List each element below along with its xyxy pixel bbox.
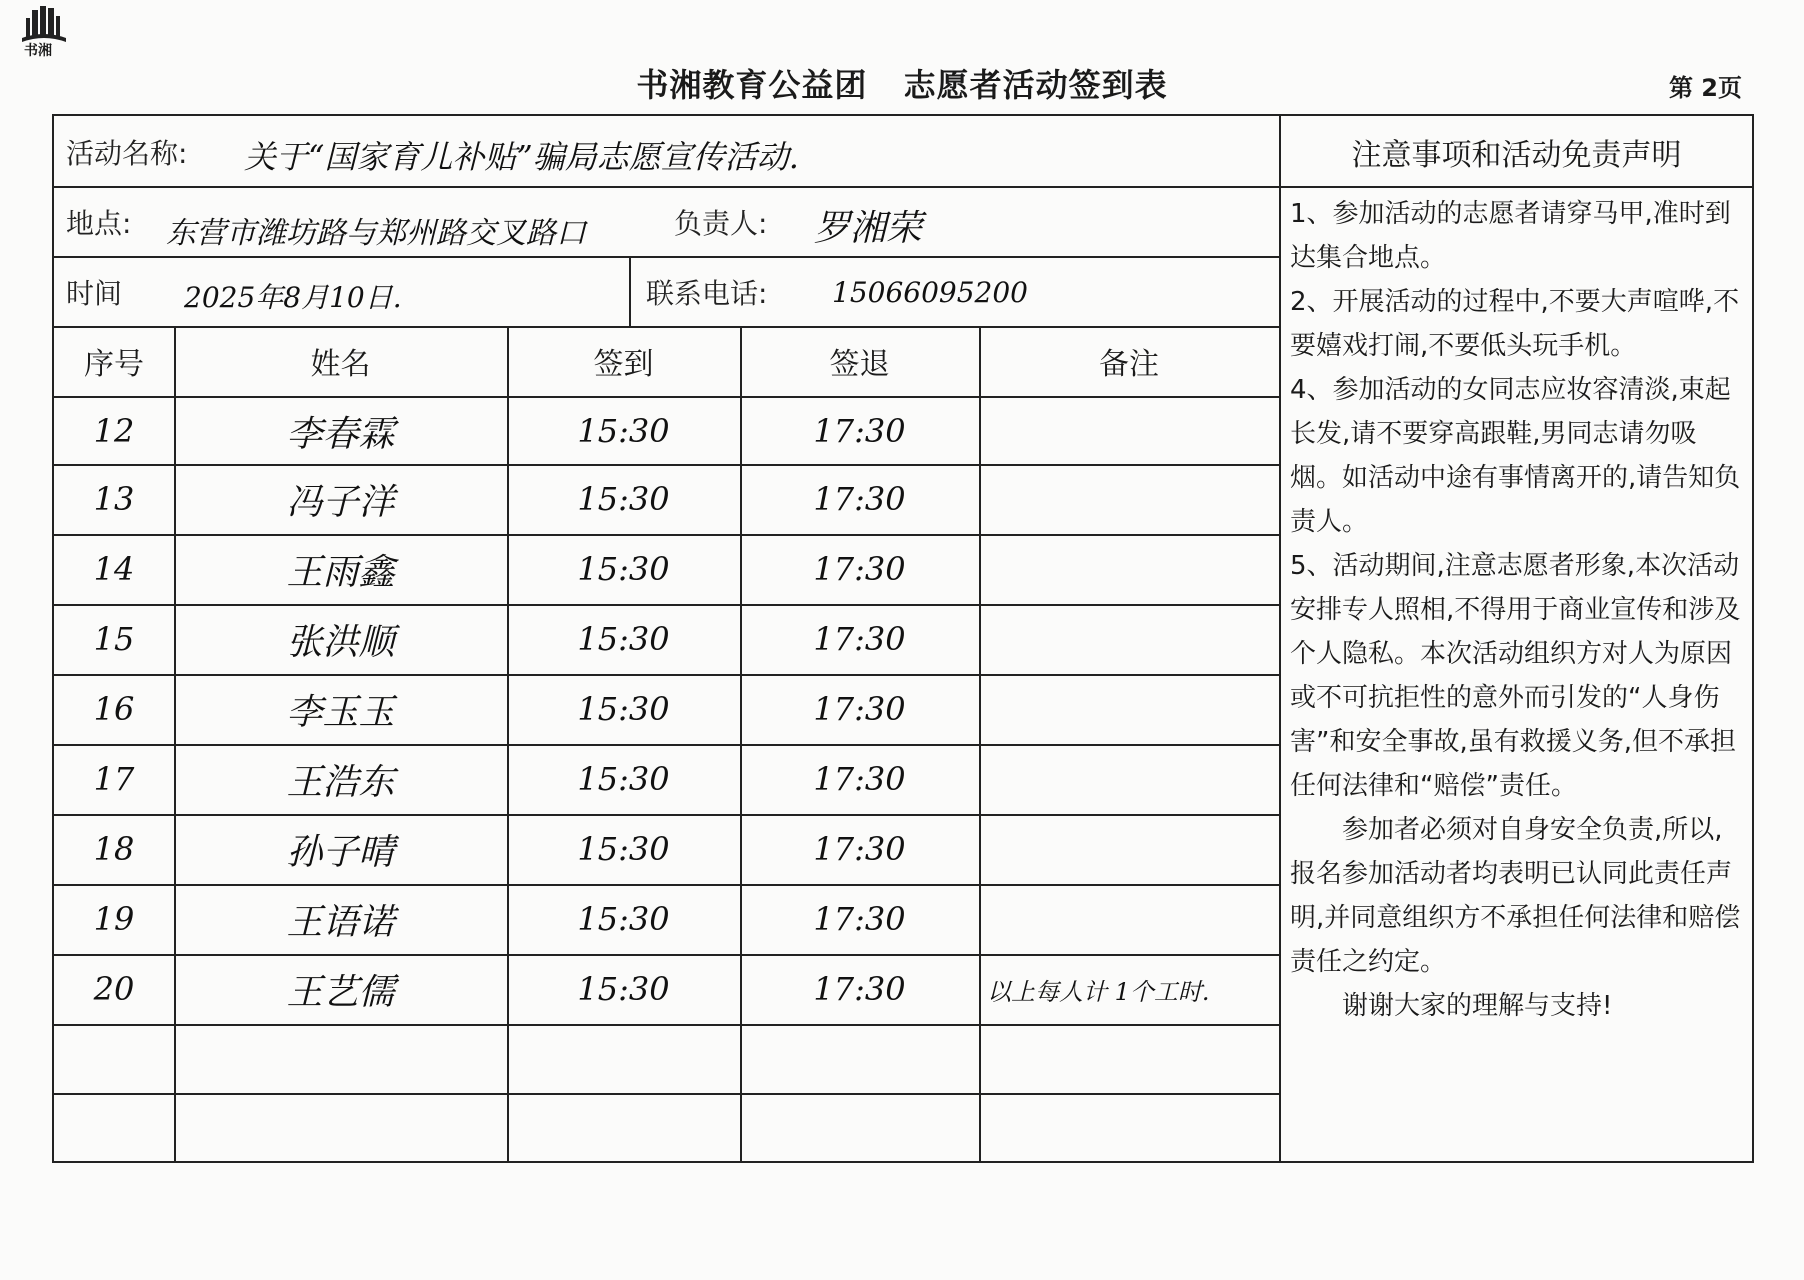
cell-name: 冯子洋 — [286, 481, 395, 523]
cell-name: 李春霖 — [286, 413, 395, 455]
cell-sign-in: 15:30 — [577, 620, 670, 658]
cell-name: 王语诺 — [286, 901, 395, 943]
table-row — [54, 464, 1280, 534]
table-row — [54, 1093, 1280, 1163]
cell-name: 李玉玉 — [286, 691, 395, 733]
cell-remark — [979, 1024, 1287, 1094]
header-name: 姓名 — [310, 347, 371, 382]
cell-remark — [979, 464, 1287, 534]
cell-remark — [979, 604, 1287, 674]
cell-no: 13 — [93, 480, 135, 518]
table-row — [54, 884, 1280, 954]
title-org: 书湘教育公益团 — [636, 66, 868, 104]
table-row — [54, 396, 1280, 466]
cell-no: 14 — [93, 550, 135, 588]
header-sign-out: 签退 — [829, 347, 890, 382]
cell-sign-out: 17:30 — [813, 900, 906, 938]
cell-name: 王雨鑫 — [286, 551, 395, 593]
cell-name: 王浩东 — [286, 761, 395, 803]
cell-no: 20 — [93, 970, 135, 1008]
table-row — [54, 1024, 1280, 1094]
time-label: 时间 — [66, 277, 123, 310]
table-row — [54, 534, 1280, 604]
cell-remark — [979, 396, 1287, 466]
cell-no: 16 — [93, 690, 135, 728]
location-label: 地点: — [66, 207, 132, 240]
activity-value: 关于“国家育儿补贴”骗局志愿宣传活动. — [244, 138, 799, 176]
cell-name: 张洪顺 — [286, 621, 395, 663]
cell-sign-out: 17:30 — [813, 480, 906, 518]
cell-sign-out: 17:30 — [813, 760, 906, 798]
cell-sign-in: 15:30 — [577, 412, 670, 450]
phone-label: 联系电话: — [646, 277, 768, 310]
notice-title: 注意事项和活动免责声明 — [1351, 138, 1682, 173]
cell-no: 15 — [93, 620, 135, 658]
notice-item: 4、参加活动的女同志应妆容清淡,束起长发,请不要穿高跟鞋,男同志请勿吸烟。如活动中途有事情离开的,请告知负责人。 — [1290, 375, 1741, 537]
cell-remark: 以上每人计 1个工时. — [987, 977, 1210, 1006]
cell-remark — [979, 744, 1287, 814]
cell-sign-in — [507, 1093, 740, 1163]
location-value: 东营市潍坊路与郑州路交叉路口 — [166, 216, 586, 251]
cell-sign-out — [740, 1024, 979, 1094]
cell-no — [54, 1024, 174, 1094]
cell-sign-out — [740, 1093, 979, 1163]
table-row — [54, 954, 1280, 1024]
notice-item: 5、活动期间,注意志愿者形象,本次活动安排专人照相,不得用于商业宣传和涉及个人隐私。本次活动组织方对人为原因或不可抗拒性的意外而引发的“人身伤害”和安全事故,虽有救援义务,但不承担任何法律和“赔偿”责任。 — [1290, 551, 1741, 801]
cell-remark — [979, 534, 1287, 604]
cell-remark — [979, 674, 1287, 744]
cell-no: 18 — [93, 830, 135, 868]
table-row — [54, 674, 1280, 744]
cell-sign-out: 17:30 — [813, 690, 906, 728]
cell-sign-in: 15:30 — [577, 900, 670, 938]
cell-name: 王艺儒 — [286, 971, 395, 1013]
cell-no: 17 — [93, 760, 135, 798]
cell-sign-in: 15:30 — [577, 690, 670, 728]
notice-body — [1290, 192, 1746, 1028]
cell-sign-in: 15:30 — [577, 760, 670, 798]
logo-text: 书湘 — [24, 43, 52, 59]
header-sign-in: 签到 — [593, 347, 654, 382]
title-form: 志愿者活动签到表 — [903, 66, 1168, 104]
leader-label: 负责人: — [674, 207, 768, 240]
cell-sign-out: 17:30 — [813, 620, 906, 658]
cell-sign-out: 17:30 — [813, 412, 906, 450]
table-row — [54, 744, 1280, 814]
notice-item: 1、参加活动的志愿者请穿马甲,准时到达集合地点。 — [1290, 199, 1731, 273]
cell-name — [174, 1024, 507, 1094]
activity-label: 活动名称: — [66, 137, 188, 170]
header-no: 序号 — [84, 347, 144, 382]
cell-name — [174, 1093, 507, 1163]
header-remark: 备注 — [1099, 347, 1159, 382]
cell-no — [54, 1093, 174, 1163]
cell-sign-in: 15:30 — [577, 550, 670, 588]
cell-sign-in: 15:30 — [577, 970, 670, 1008]
cell-sign-out: 17:30 — [813, 970, 906, 1008]
leader-value: 罗湘荣 — [814, 208, 923, 249]
time-value: 2025年8月10日. — [184, 281, 402, 314]
cell-remark — [979, 814, 1287, 884]
table-row — [54, 814, 1280, 884]
cell-remark — [979, 884, 1287, 954]
phone-value: 15066095200 — [832, 276, 1028, 309]
notice-item: 2、开展活动的过程中,不要大声喧哗,不要嬉戏打闹,不要低头玩手机。 — [1290, 287, 1740, 361]
cell-sign-in — [507, 1024, 740, 1094]
cell-remark — [979, 1093, 1287, 1163]
page-title — [0, 60, 1804, 106]
notice-thanks: 谢谢大家的理解与支持! — [1342, 991, 1613, 1021]
page-number: 第 2页 — [1668, 74, 1742, 102]
signin-sheet — [52, 114, 1754, 1163]
cell-sign-in: 15:30 — [577, 480, 670, 518]
cell-name: 孙子晴 — [286, 831, 395, 873]
cell-sign-in: 15:30 — [577, 830, 670, 868]
cell-no: 12 — [93, 412, 135, 450]
notice-item: 参加者必须对自身安全负责,所以,报名参加活动者均表明已认同此责任声明,并同意组织方不承担任何法律和赔偿责任之约定。 — [1290, 815, 1741, 977]
cell-sign-out: 17:30 — [813, 550, 906, 588]
cell-no: 19 — [93, 900, 135, 938]
table-row — [54, 604, 1280, 674]
cell-sign-out: 17:30 — [813, 830, 906, 868]
